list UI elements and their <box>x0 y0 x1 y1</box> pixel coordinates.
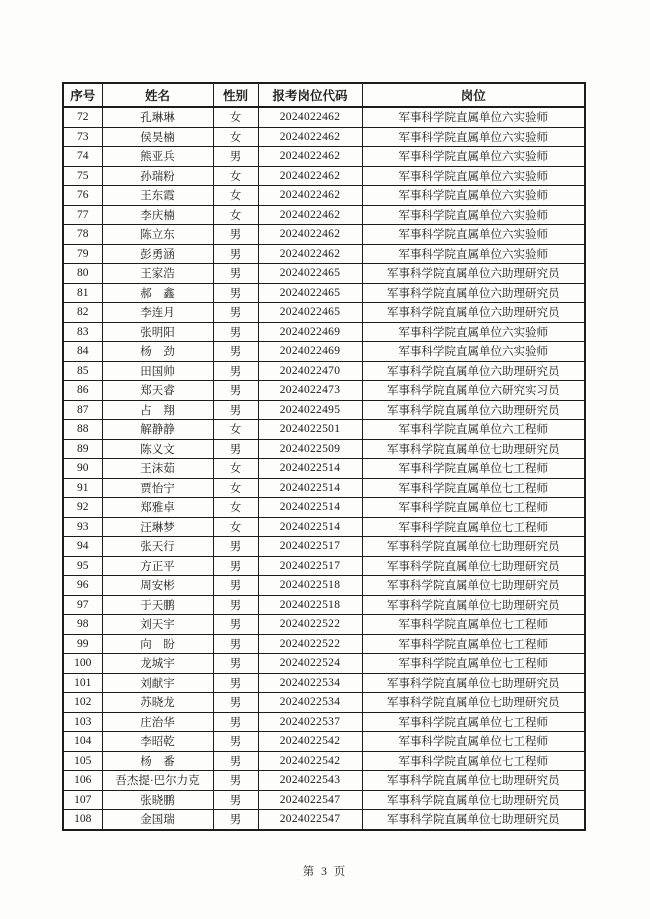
cell-code: 2024022518 <box>258 595 362 615</box>
cell-position: 军事科学院直属单位六实验师 <box>362 186 585 206</box>
cell-name: 李连月 <box>102 303 213 323</box>
cell-index: 94 <box>63 537 102 557</box>
cell-code: 2024022473 <box>258 381 362 401</box>
cell-position: 军事科学院直属单位七工程师 <box>362 732 585 752</box>
cell-gender: 女 <box>213 166 258 186</box>
cell-gender: 女 <box>213 420 258 440</box>
cell-gender: 女 <box>213 478 258 498</box>
cell-name: 张明阳 <box>102 322 213 342</box>
cell-name: 侯昊楠 <box>102 127 213 147</box>
cell-position: 军事科学院直属单位六实验师 <box>362 166 585 186</box>
cell-index: 87 <box>63 400 102 420</box>
cell-index: 83 <box>63 322 102 342</box>
cell-position: 军事科学院直属单位七助理研究员 <box>362 576 585 596</box>
cell-gender: 女 <box>213 498 258 518</box>
cell-position: 军事科学院直属单位六实验师 <box>362 147 585 167</box>
table-row <box>63 107 585 127</box>
cell-gender: 男 <box>213 244 258 264</box>
cell-position: 军事科学院直属单位六实验师 <box>362 107 585 127</box>
cell-code: 2024022462 <box>258 166 362 186</box>
cell-index: 74 <box>63 147 102 167</box>
cell-position: 军事科学院直属单位七工程师 <box>362 478 585 498</box>
cell-index: 92 <box>63 498 102 518</box>
cell-position: 军事科学院直属单位六实验师 <box>362 342 585 362</box>
cell-gender: 女 <box>213 205 258 225</box>
cell-position: 军事科学院直属单位七工程师 <box>362 654 585 674</box>
header-code: 报考岗位代码 <box>258 83 362 107</box>
cell-index: 79 <box>63 244 102 264</box>
cell-index: 78 <box>63 225 102 245</box>
table-row <box>63 478 585 498</box>
cell-name: 解静静 <box>102 420 213 440</box>
cell-index: 104 <box>63 732 102 752</box>
cell-code: 2024022470 <box>258 361 362 381</box>
cell-index: 98 <box>63 615 102 635</box>
cell-code: 2024022542 <box>258 751 362 771</box>
cell-code: 2024022462 <box>258 205 362 225</box>
table-row <box>63 400 585 420</box>
cell-gender: 男 <box>213 400 258 420</box>
cell-name: 杨 番 <box>102 751 213 771</box>
cell-index: 73 <box>63 127 102 147</box>
cell-gender: 男 <box>213 712 258 732</box>
cell-gender: 男 <box>213 556 258 576</box>
cell-name: 吾杰提·巴尔力克 <box>102 771 213 791</box>
table-row <box>63 771 585 791</box>
cell-name: 周安彬 <box>102 576 213 596</box>
cell-name: 贾怡宁 <box>102 478 213 498</box>
cell-code: 2024022542 <box>258 732 362 752</box>
table-row <box>63 322 585 342</box>
cell-index: 99 <box>63 634 102 654</box>
cell-index: 97 <box>63 595 102 615</box>
cell-index: 85 <box>63 361 102 381</box>
cell-index: 103 <box>63 712 102 732</box>
table-row <box>63 225 585 245</box>
cell-code: 2024022514 <box>258 498 362 518</box>
cell-index: 90 <box>63 459 102 479</box>
cell-gender: 男 <box>213 732 258 752</box>
cell-name: 苏晓龙 <box>102 693 213 713</box>
header-index: 序号 <box>63 83 102 107</box>
cell-code: 2024022469 <box>258 342 362 362</box>
cell-gender: 男 <box>213 790 258 810</box>
cell-position: 军事科学院直属单位七工程师 <box>362 751 585 771</box>
table-row <box>63 790 585 810</box>
cell-position: 军事科学院直属单位六助理研究员 <box>362 283 585 303</box>
cell-gender: 男 <box>213 264 258 284</box>
cell-index: 72 <box>63 107 102 127</box>
cell-code: 2024022465 <box>258 283 362 303</box>
cell-name: 龙城宇 <box>102 654 213 674</box>
table-row <box>63 712 585 732</box>
cell-code: 2024022514 <box>258 517 362 537</box>
cell-position: 军事科学院直属单位六实验师 <box>362 322 585 342</box>
cell-code: 2024022537 <box>258 712 362 732</box>
cell-position: 军事科学院直属单位六实验师 <box>362 205 585 225</box>
cell-name: 于天鹏 <box>102 595 213 615</box>
table-row <box>63 751 585 771</box>
cell-code: 2024022514 <box>258 478 362 498</box>
cell-code: 2024022462 <box>258 147 362 167</box>
cell-index: 107 <box>63 790 102 810</box>
cell-gender: 男 <box>213 576 258 596</box>
table-row <box>63 654 585 674</box>
cell-index: 89 <box>63 439 102 459</box>
cell-code: 2024022518 <box>258 576 362 596</box>
table-row <box>63 595 585 615</box>
cell-code: 2024022462 <box>258 225 362 245</box>
table-row <box>63 361 585 381</box>
table-row <box>63 537 585 557</box>
cell-name: 彭勇涵 <box>102 244 213 264</box>
cell-name: 汪琳梦 <box>102 517 213 537</box>
cell-code: 2024022469 <box>258 322 362 342</box>
cell-position: 军事科学院直属单位七助理研究员 <box>362 673 585 693</box>
cell-code: 2024022547 <box>258 790 362 810</box>
cell-code: 2024022534 <box>258 673 362 693</box>
cell-code: 2024022462 <box>258 186 362 206</box>
cell-position: 军事科学院直属单位六研究实习员 <box>362 381 585 401</box>
cell-index: 80 <box>63 264 102 284</box>
cell-index: 88 <box>63 420 102 440</box>
cell-position: 军事科学院直属单位七助理研究员 <box>362 790 585 810</box>
page-number: 第 3 页 <box>302 866 348 878</box>
cell-position: 军事科学院直属单位七工程师 <box>362 498 585 518</box>
cell-code: 2024022547 <box>258 810 362 830</box>
cell-gender: 男 <box>213 654 258 674</box>
cell-position: 军事科学院直属单位六助理研究员 <box>362 400 585 420</box>
cell-gender: 男 <box>213 342 258 362</box>
cell-code: 2024022462 <box>258 127 362 147</box>
cell-position: 军事科学院直属单位七助理研究员 <box>362 556 585 576</box>
cell-position: 军事科学院直属单位六助理研究员 <box>362 303 585 323</box>
cell-gender: 男 <box>213 537 258 557</box>
cell-position: 军事科学院直属单位七助理研究员 <box>362 693 585 713</box>
cell-name: 孔琳琳 <box>102 107 213 127</box>
cell-position: 军事科学院直属单位七工程师 <box>362 615 585 635</box>
cell-index: 93 <box>63 517 102 537</box>
cell-name: 陈立东 <box>102 225 213 245</box>
cell-position: 军事科学院直属单位七助理研究员 <box>362 810 585 830</box>
cell-position: 军事科学院直属单位七助理研究员 <box>362 595 585 615</box>
cell-index: 91 <box>63 478 102 498</box>
cell-name: 王家浩 <box>102 264 213 284</box>
cell-position: 军事科学院直属单位七工程师 <box>362 712 585 732</box>
table-row <box>63 615 585 635</box>
cell-name: 李庆楠 <box>102 205 213 225</box>
cell-gender: 男 <box>213 751 258 771</box>
table-row <box>63 732 585 752</box>
cell-gender: 男 <box>213 771 258 791</box>
table-row <box>63 556 585 576</box>
table-row <box>63 127 585 147</box>
cell-name: 王沫茹 <box>102 459 213 479</box>
table-row <box>63 576 585 596</box>
table-row <box>63 810 585 830</box>
cell-gender: 男 <box>213 693 258 713</box>
table-row <box>63 186 585 206</box>
cell-code: 2024022522 <box>258 634 362 654</box>
cell-gender: 男 <box>213 595 258 615</box>
cell-code: 2024022524 <box>258 654 362 674</box>
cell-index: 76 <box>63 186 102 206</box>
table-row <box>63 166 585 186</box>
cell-name: 庄治华 <box>102 712 213 732</box>
cell-position: 军事科学院直属单位七工程师 <box>362 634 585 654</box>
table-row <box>63 264 585 284</box>
cell-name: 田国帅 <box>102 361 213 381</box>
cell-code: 2024022509 <box>258 439 362 459</box>
cell-position: 军事科学院直属单位七助理研究员 <box>362 537 585 557</box>
cell-name: 刘天宇 <box>102 615 213 635</box>
cell-index: 105 <box>63 751 102 771</box>
cell-position: 军事科学院直属单位六实验师 <box>362 244 585 264</box>
header-position: 岗位 <box>362 83 585 107</box>
cell-index: 82 <box>63 303 102 323</box>
cell-position: 军事科学院直属单位六助理研究员 <box>362 264 585 284</box>
cell-code: 2024022462 <box>258 244 362 264</box>
cell-gender: 男 <box>213 225 258 245</box>
table-row <box>63 498 585 518</box>
table-row <box>63 303 585 323</box>
table-row <box>63 673 585 693</box>
cell-index: 100 <box>63 654 102 674</box>
cell-position: 军事科学院直属单位七工程师 <box>362 517 585 537</box>
table-row <box>63 693 585 713</box>
cell-code: 2024022495 <box>258 400 362 420</box>
cell-position: 军事科学院直属单位七助理研究员 <box>362 439 585 459</box>
table-row <box>63 244 585 264</box>
cell-gender: 男 <box>213 147 258 167</box>
cell-name: 杨 劲 <box>102 342 213 362</box>
applicant-roster-table <box>62 82 586 831</box>
cell-code: 2024022517 <box>258 537 362 557</box>
table-row <box>63 459 585 479</box>
cell-position: 军事科学院直属单位六工程师 <box>362 420 585 440</box>
cell-gender: 女 <box>213 107 258 127</box>
cell-code: 2024022465 <box>258 303 362 323</box>
cell-name: 郑雅卓 <box>102 498 213 518</box>
cell-position: 军事科学院直属单位六实验师 <box>362 225 585 245</box>
cell-position: 军事科学院直属单位七工程师 <box>362 459 585 479</box>
cell-name: 向 盼 <box>102 634 213 654</box>
cell-name: 张晓鹏 <box>102 790 213 810</box>
cell-gender: 男 <box>213 810 258 830</box>
cell-gender: 男 <box>213 322 258 342</box>
cell-gender: 男 <box>213 283 258 303</box>
cell-name: 郑天睿 <box>102 381 213 401</box>
cell-index: 101 <box>63 673 102 693</box>
cell-index: 108 <box>63 810 102 830</box>
table-body <box>63 107 585 830</box>
cell-gender: 男 <box>213 439 258 459</box>
cell-code: 2024022465 <box>258 264 362 284</box>
cell-name: 方正平 <box>102 556 213 576</box>
cell-gender: 女 <box>213 127 258 147</box>
header-name: 姓名 <box>102 83 213 107</box>
cell-name: 孙瑞粉 <box>102 166 213 186</box>
cell-code: 2024022534 <box>258 693 362 713</box>
cell-index: 81 <box>63 283 102 303</box>
cell-gender: 男 <box>213 615 258 635</box>
table-row <box>63 147 585 167</box>
cell-gender: 男 <box>213 361 258 381</box>
cell-code: 2024022517 <box>258 556 362 576</box>
cell-gender: 女 <box>213 517 258 537</box>
cell-name: 占 翔 <box>102 400 213 420</box>
cell-index: 77 <box>63 205 102 225</box>
header-gender: 性别 <box>213 83 258 107</box>
cell-name: 刘献宇 <box>102 673 213 693</box>
table-row <box>63 205 585 225</box>
cell-index: 95 <box>63 556 102 576</box>
cell-gender: 男 <box>213 303 258 323</box>
table-row <box>63 634 585 654</box>
cell-name: 金国瑞 <box>102 810 213 830</box>
table-header-row <box>63 83 585 107</box>
table-row <box>63 381 585 401</box>
cell-index: 96 <box>63 576 102 596</box>
table-row <box>63 283 585 303</box>
cell-position: 军事科学院直属单位七助理研究员 <box>362 771 585 791</box>
cell-gender: 女 <box>213 459 258 479</box>
cell-code: 2024022522 <box>258 615 362 635</box>
cell-index: 84 <box>63 342 102 362</box>
cell-index: 106 <box>63 771 102 791</box>
table-row <box>63 517 585 537</box>
cell-position: 军事科学院直属单位六实验师 <box>362 127 585 147</box>
cell-index: 75 <box>63 166 102 186</box>
table-row <box>63 439 585 459</box>
cell-index: 102 <box>63 693 102 713</box>
cell-index: 86 <box>63 381 102 401</box>
cell-code: 2024022501 <box>258 420 362 440</box>
cell-gender: 男 <box>213 381 258 401</box>
cell-name: 张天行 <box>102 537 213 557</box>
cell-gender: 男 <box>213 634 258 654</box>
cell-position: 军事科学院直属单位六助理研究员 <box>362 361 585 381</box>
cell-code: 2024022462 <box>258 107 362 127</box>
cell-code: 2024022543 <box>258 771 362 791</box>
table-row <box>63 420 585 440</box>
cell-code: 2024022514 <box>258 459 362 479</box>
cell-name: 李昭乾 <box>102 732 213 752</box>
cell-gender: 女 <box>213 186 258 206</box>
table-row <box>63 342 585 362</box>
cell-name: 郝 鑫 <box>102 283 213 303</box>
cell-name: 王东霞 <box>102 186 213 206</box>
cell-gender: 男 <box>213 673 258 693</box>
cell-name: 熊亚兵 <box>102 147 213 167</box>
cell-name: 陈义文 <box>102 439 213 459</box>
